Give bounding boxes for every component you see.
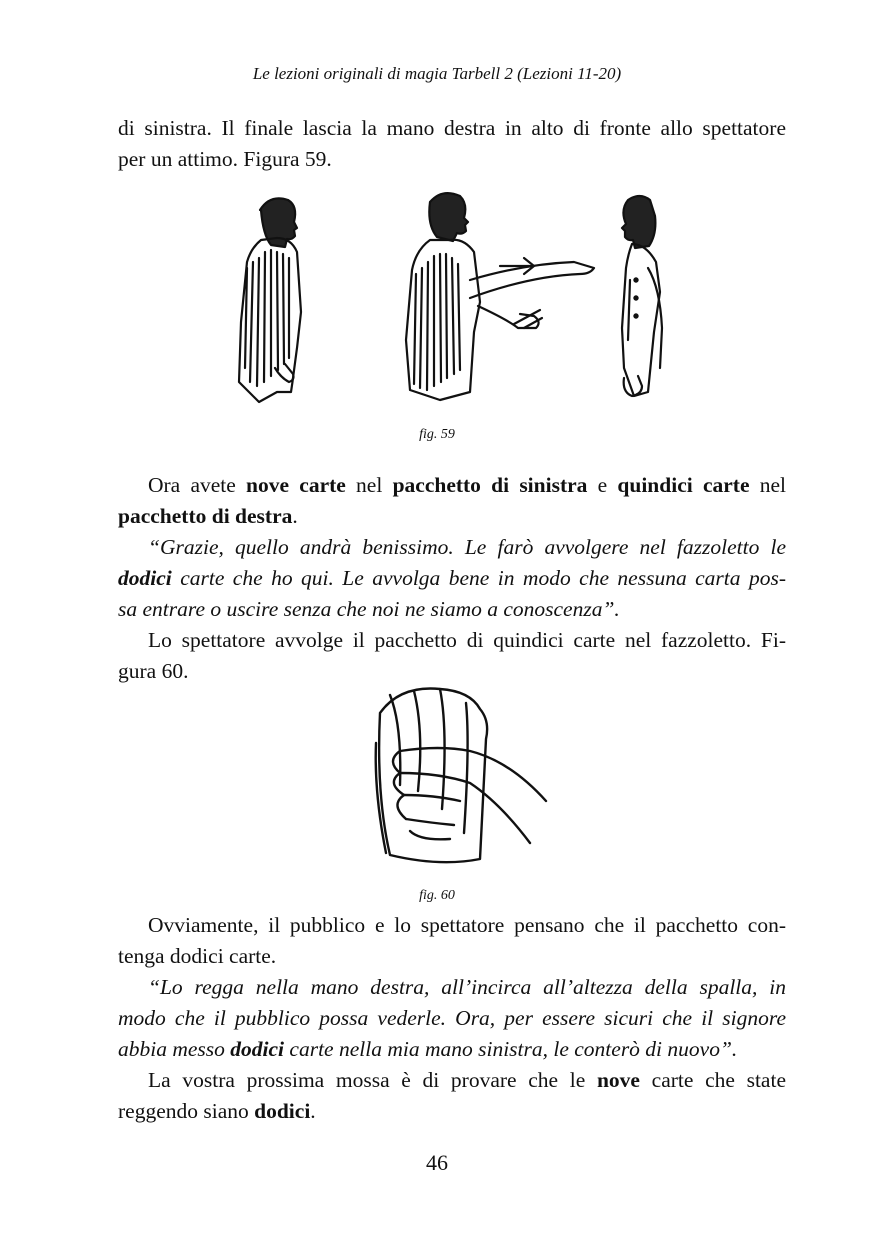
man-right-drawing bbox=[622, 196, 662, 396]
paragraph-line: Ora avete nove carte nel pacchetto di sinistra e quindici carte nel bbox=[148, 473, 786, 497]
paragraph-line: “Lo regga nella mano destra, all’incirca all’altezza della spalla, in bbox=[148, 975, 786, 999]
paragraph-line: pacchetto di destra. bbox=[118, 504, 298, 528]
paragraph-line: tenga dodici carte. bbox=[118, 944, 277, 968]
figure-60-illustration bbox=[370, 683, 550, 869]
paragraph-line: La vostra prossima mossa è di provare che le nove carte che state bbox=[148, 1068, 786, 1092]
paragraph-line: gura 60. bbox=[118, 659, 189, 683]
paragraph-5 bbox=[118, 910, 786, 941]
paragraph-line: sa entrare o uscire senza che noi ne siamo a conoscenza”. bbox=[118, 597, 620, 621]
running-header: Le lezioni originali di magia Tarbell 2 (Lezioni 11-20) bbox=[252, 64, 622, 83]
paragraph-7-cont bbox=[118, 1096, 786, 1127]
paragraph-3 bbox=[118, 532, 786, 563]
paragraph-1 bbox=[118, 113, 786, 175]
paragraph-line: reggendo siano dodici. bbox=[118, 1099, 316, 1123]
paragraph-line: abbia messo dodici carte nella mia mano sinistra, le conterò di nuovo”. bbox=[118, 1037, 738, 1061]
paragraph-line: di sinistra. Il finale lascia la mano destra in alto di fronte allo spettatore bbox=[118, 116, 786, 140]
page-number: 46 bbox=[426, 1150, 448, 1175]
man-centre-drawing bbox=[406, 193, 594, 400]
paragraph-line: “Grazie, quello andrà benissimo. Le farò avvolgere nel fazzoletto le bbox=[148, 535, 786, 559]
paragraph-5-cont bbox=[118, 941, 786, 972]
paragraph-4 bbox=[118, 625, 786, 656]
paragraph-line: per un attimo. Figura 59. bbox=[118, 147, 332, 171]
figure-60-caption: fig. 60 bbox=[419, 888, 455, 903]
paragraph-7 bbox=[118, 1065, 786, 1096]
paragraph-line: modo che il pubblico possa vederle. Ora, per essere sicuri che il signore bbox=[118, 1006, 786, 1030]
paragraph-2 bbox=[118, 470, 786, 501]
figure-59-caption: fig. 59 bbox=[419, 427, 455, 442]
paragraph-6-cont bbox=[118, 1003, 786, 1065]
figure-59-illustration bbox=[225, 188, 690, 413]
paragraph-6 bbox=[118, 972, 786, 1003]
paragraph-3-cont bbox=[118, 563, 786, 625]
paragraph-line: dodici carte che ho qui. Le avvolga bene in modo che nessuna carta pos- bbox=[118, 566, 786, 590]
paragraph-line: Ovviamente, il pubblico e lo spettatore pensano che il pacchetto con- bbox=[148, 913, 786, 937]
paragraph-line: Lo spettatore avvolge il pacchetto di quindici carte nel fazzoletto. Fi- bbox=[148, 628, 786, 652]
man-left-drawing bbox=[239, 198, 301, 402]
paragraph-2-cont bbox=[118, 501, 786, 532]
